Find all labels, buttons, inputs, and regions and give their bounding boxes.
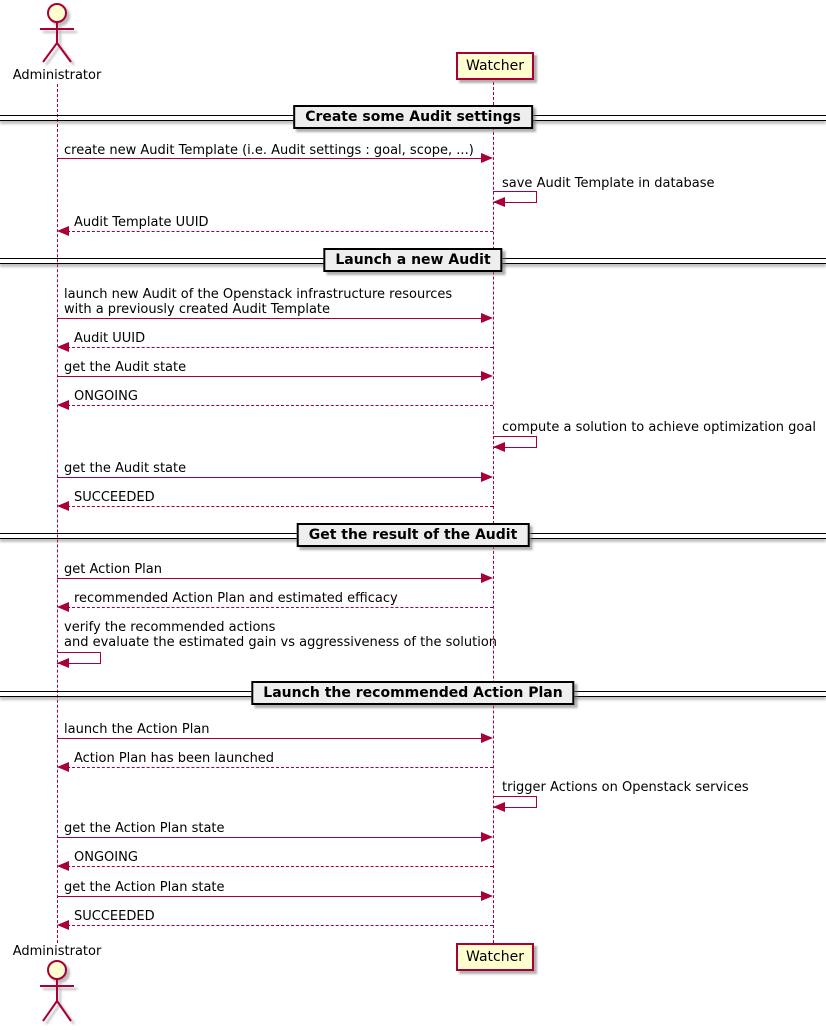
message-return-line (67, 607, 493, 608)
divider-get-audit-result: Get the result of the Audit (297, 523, 530, 547)
arrowhead-right-icon (481, 832, 493, 842)
message-text: launch new Audit of the Openstack infrastructure resources (64, 287, 453, 302)
arrowhead-right-icon (481, 153, 493, 163)
message-arrow-line (57, 477, 483, 478)
message-text: ONGOING (74, 850, 138, 865)
message-text: Audit UUID (74, 331, 146, 346)
message-return-line (67, 405, 493, 406)
message-arrow-line (57, 318, 483, 319)
message-text: Audit Template UUID (74, 215, 209, 230)
message-text: get the Audit state (64, 461, 187, 476)
message-text: ONGOING (74, 389, 138, 404)
divider-create-audit-settings: Create some Audit settings (293, 105, 533, 129)
message-text: get the Audit state (64, 360, 187, 375)
arrowhead-left-icon (57, 342, 69, 352)
arrowhead-left-icon (57, 602, 69, 612)
arrowhead-right-icon (481, 733, 493, 743)
arrowhead-left-icon (57, 501, 69, 511)
message-arrow-line (57, 158, 483, 159)
lifeline-administrator (57, 84, 58, 943)
arrowhead-right-icon (481, 891, 493, 901)
arrowhead-left-icon (493, 442, 505, 452)
administrator-label-top: Administrator (12, 68, 102, 83)
message-return-line (67, 925, 493, 926)
administrator-label-bottom: Administrator (12, 944, 102, 959)
message-text: SUCCEEDED (74, 909, 155, 924)
participant-watcher-bottom: Watcher (456, 943, 534, 971)
arrowhead-left-icon (493, 802, 505, 812)
message-return-line (67, 506, 493, 507)
message-return-line (67, 347, 493, 348)
message-text: compute a solution to achieve optimization goal (502, 420, 816, 435)
divider-launch-action-plan: Launch the recommended Action Plan (251, 681, 574, 705)
message-text: recommended Action Plan and estimated efficacy (74, 591, 398, 606)
lifeline-watcher (493, 82, 494, 943)
participant-watcher-top: Watcher (456, 52, 534, 80)
message-text: create new Audit Template (i.e. Audit settings : goal, scope, ...) (64, 143, 474, 158)
message-text: verify the recommended actions (64, 620, 276, 635)
arrowhead-right-icon (481, 371, 493, 381)
message-text: get the Action Plan state (64, 880, 225, 895)
message-return-line (67, 866, 493, 867)
message-text: and evaluate the estimated gain vs aggressiveness of the solution (64, 635, 498, 650)
message-text: SUCCEEDED (74, 490, 155, 505)
arrowhead-right-icon (481, 573, 493, 583)
arrowhead-right-icon (481, 313, 493, 323)
administrator-actor-icon (32, 957, 82, 1027)
administrator-actor-icon (32, 1, 82, 65)
message-text: get Action Plan (64, 562, 162, 577)
message-arrow-line (57, 896, 483, 897)
arrowhead-left-icon (57, 400, 69, 410)
message-return-line (67, 231, 493, 232)
message-return-line (67, 767, 493, 768)
arrowhead-left-icon (57, 920, 69, 930)
message-arrow-line (57, 738, 483, 739)
message-text: launch the Action Plan (64, 722, 210, 737)
message-text: trigger Actions on Openstack services (502, 780, 749, 795)
message-arrow-line (57, 837, 483, 838)
message-arrow-line (57, 376, 483, 377)
message-text: with a previously created Audit Template (64, 302, 331, 317)
message-text: save Audit Template in database (502, 176, 715, 191)
arrowhead-left-icon (493, 197, 505, 207)
arrowhead-left-icon (57, 226, 69, 236)
arrowhead-right-icon (481, 472, 493, 482)
message-text: get the Action Plan state (64, 821, 225, 836)
arrowhead-left-icon (57, 861, 69, 871)
divider-launch-new-audit: Launch a new Audit (323, 248, 502, 272)
arrowhead-left-icon (57, 658, 69, 668)
message-text: Action Plan has been launched (74, 751, 275, 766)
arrowhead-left-icon (57, 762, 69, 772)
message-arrow-line (57, 578, 483, 579)
